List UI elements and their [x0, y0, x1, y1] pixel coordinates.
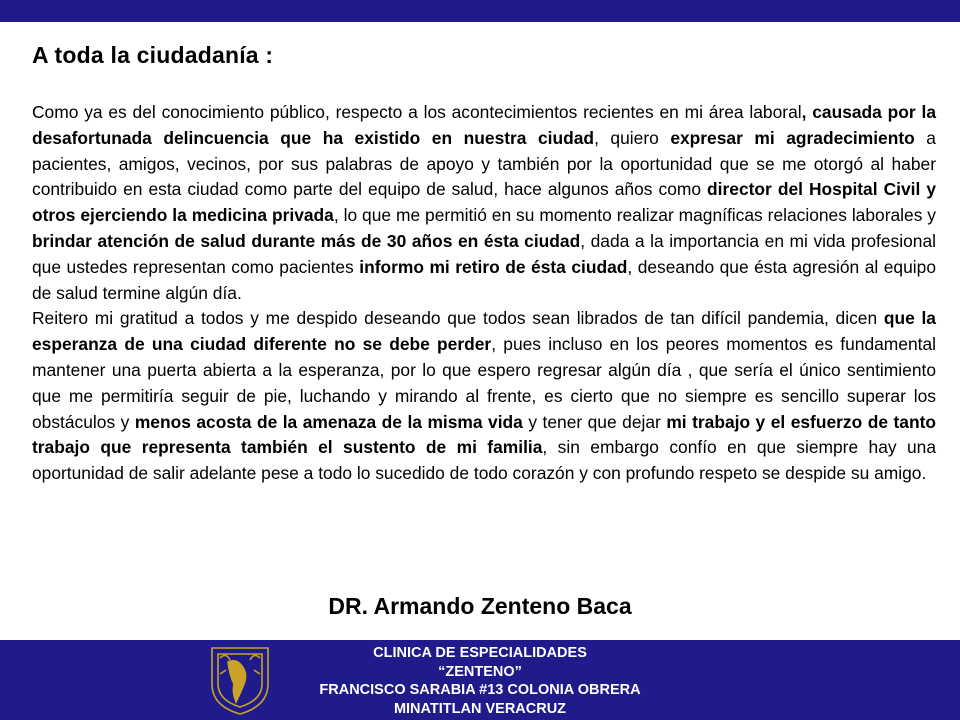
footer-text	[250, 644, 710, 718]
footer-line-name: “ZENTENO”	[438, 663, 522, 680]
paragraph-2-segment: y tener que dejar	[522, 411, 667, 432]
paragraph-2	[32, 306, 936, 487]
paragraph-1-segment-bold: expresar mi agradecimiento	[670, 127, 915, 148]
paragraph-1-segment: , lo que me permitió en su momento realizar magníficas relaciones laborales y	[333, 205, 936, 226]
paragraph-1-segment-bold: , causada por la desafortunada delincuencia que ha existido en nuestra ciudad	[32, 102, 936, 148]
paragraph-2-segment: , pues incluso en los peores momentos es fundamental mantener una puerta abierta a la esperanza, por lo que espero regresar algún día , que sería el único sentimiento que me permitiría seguir de pie, luchando y mirando al frente, es cierto que no siempre es sencillo superar los obstáculos y	[32, 334, 936, 432]
paragraph-1-segment: , deseando que ésta agresión al equipo de salud termine algún día.	[32, 256, 936, 303]
top-band	[0, 0, 960, 22]
signature: DR. Armando Zenteno Baca	[328, 593, 632, 619]
paragraph-2-segment-bold: menos acosta de la amenaza de la misma vida	[134, 411, 523, 432]
paragraph-1-segment: a pacientes, amigos, vecinos, por sus palabras de apoyo y también por la oportunidad que se me otorgó al haber contribuido en esta ciudad como parte del equipo de salud, hace algunos años como	[32, 127, 936, 200]
letter-body	[32, 100, 936, 487]
paragraph-2-segment: , sin embargo confío en que siempre hay una oportunidad de salir adelante pese a todo lo sucedido de todo corazón y con profundo respeto se despide su amigo.	[32, 437, 936, 484]
paragraph-2-segment-bold: que la esperanza de una ciudad diferente no se debe perder	[32, 308, 936, 355]
footer-line-city: MINATITLAN VERACRUZ	[393, 700, 567, 717]
paragraph-1-segment: , dada a la importancia en mi vida profesional que ustedes representan como pacientes	[32, 230, 936, 277]
paragraph-1-segment: Como ya es del conocimiento público, respecto a los acontecimientos recientes en mi área laboral	[32, 102, 802, 122]
footer-band	[0, 640, 960, 720]
letter-heading: A toda la ciudadanía :	[32, 42, 274, 68]
paragraph-1-segment: , quiero	[594, 127, 671, 148]
paragraph-1	[32, 100, 936, 306]
paragraph-1-segment-bold: brindar atención de salud durante más de 30 años en ésta ciudad	[32, 230, 581, 251]
paragraph-1-segment-bold: informo mi retiro de ésta ciudad	[359, 256, 628, 277]
footer-line-address: FRANCISCO SARABIA #13 COLONIA OBRERA	[319, 682, 641, 698]
paragraph-2-segment-bold: mi trabajo y el esfuerzo de tanto trabajo que representa también el sustento de mi familia	[32, 411, 936, 458]
paragraph-2-segment: Reitero mi gratitud a todos y me despido deseando que todos sean librados de tan difícil pandemia, dicen	[32, 308, 884, 329]
paragraph-1-segment-bold: director del Hospital Civil y otros ejerciendo la medicina privada	[32, 179, 937, 226]
footer-line-clinic: CLINICA DE ESPECIALIDADES	[373, 645, 587, 661]
